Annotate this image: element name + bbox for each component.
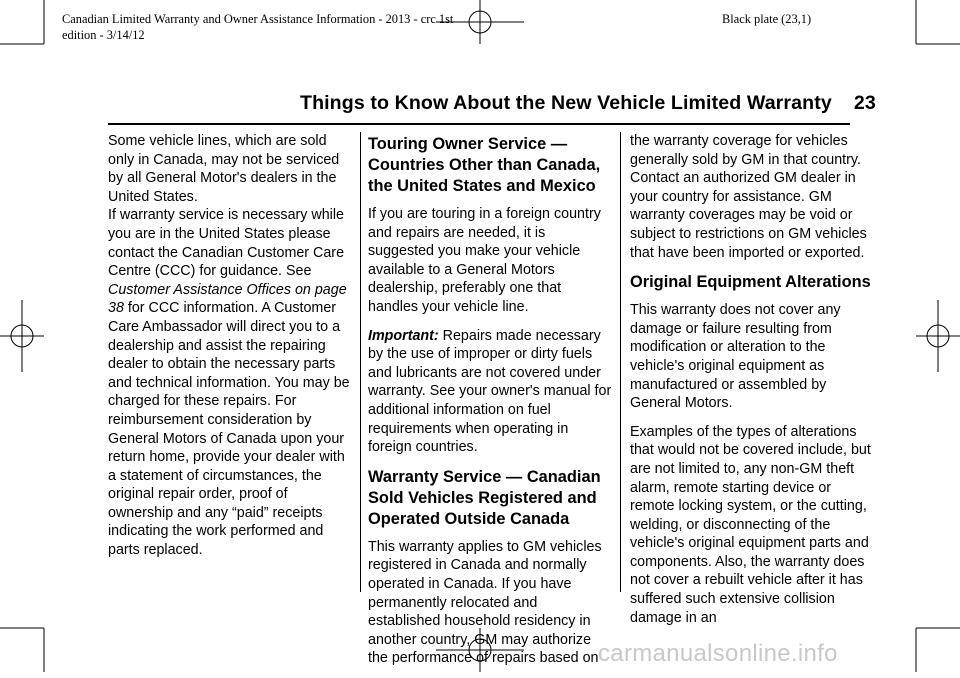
important-note xyxy=(368,327,612,457)
section-heading: Original Equipment Alterations xyxy=(630,273,871,292)
important-label: Important: xyxy=(368,327,439,344)
header-rule xyxy=(108,123,850,125)
paragraph xyxy=(108,206,352,559)
cross-reference-link[interactable]: Customer Assistance Offices on page 38 xyxy=(108,281,347,317)
section-heading: Warranty Service — Canadian Sold Vehicles Registered and Operated Outside Canada xyxy=(368,467,601,528)
section-heading: Touring Owner Service — Countries Other than Canada, the United States and Mexico xyxy=(368,135,601,195)
paragraph: This warranty does not cover any damage or failure resulting from modification or alteration to the vehicle's original equipment as manufactured or assembled by General Motors. xyxy=(630,302,841,412)
column-2 xyxy=(368,132,612,678)
document-slug xyxy=(62,11,453,43)
paragraph: This warranty applies to GM vehicles registered in Canada and normally operated in Canada. If you have permanently relocated and established household residency in another country, GM may authorize the performance of repairs based on xyxy=(368,538,602,667)
paragraph: Examples of the types of alterations that would not be covered include, but are not limited to, any non-GM theft alarm, remote starting device or remote locking system, or the cutting, welding, or disconnecting of the vehicle's original equipment parts and components. Also, the warranty does not cover a rebuilt vehicle after it has suffered such extensive collision damage in an xyxy=(630,423,871,626)
page-number: 23 xyxy=(853,92,876,114)
column-3 xyxy=(630,132,874,637)
paragraph: the warranty coverage for vehicles generally sold by GM in that country. Contact an authorized GM dealer in your country for assistance. GM warranty coverages may be void or subject to restrictions on GM vehicles that have been imported or exported. xyxy=(630,133,867,261)
running-head-title: Things to Know About the New Vehicle Limited Warranty xyxy=(300,92,832,114)
running-head xyxy=(300,92,876,115)
paragraph-text: for CCC information. A Customer Care Ambassador will direct you to a dealership and assist the repairing dealer to obtain the necessary parts and technical information. You may be charged for these repairs. For reimbursement consideration by General Motors of Canada upon your return home, provide your dealer with a statement of circumstances, the original repair order, proof of ownership and any “paid” receipts indicating the work performed and parts replaced. xyxy=(108,300,350,559)
plate-label: Black plate (23,1) xyxy=(722,12,812,26)
paragraph-text: If warranty service is necessary while you are in the United States please contact the Canadian Customer Care Centre (CCC) for guidance. See xyxy=(108,207,345,280)
paragraph: If you are touring in a foreign country and repairs are needed, it is suggested you make your vehicle available to a General Motors dealership, preferably one that handles your vehicle line. xyxy=(368,206,601,315)
watermark-text: carmanualsonline.info xyxy=(598,640,838,667)
column-1 xyxy=(108,132,352,570)
column-divider xyxy=(620,132,621,592)
document-slug-line1: Canadian Limited Warranty and Owner Assistance Information - 2013 - crc 1st xyxy=(62,12,454,26)
paragraph: Some vehicle lines, which are sold only in Canada, may not be serviced by all General Motor's dealers in the United States. xyxy=(108,133,340,205)
important-text: Repairs made necessary by the use of improper or dirty fuels and lubricants are not covered under warranty. See your owner's manual for additional information on fuel requirements when operating in foreign countries. xyxy=(368,327,612,456)
document-slug-line2: edition - 3/14/12 xyxy=(62,28,145,42)
column-divider xyxy=(360,132,361,592)
